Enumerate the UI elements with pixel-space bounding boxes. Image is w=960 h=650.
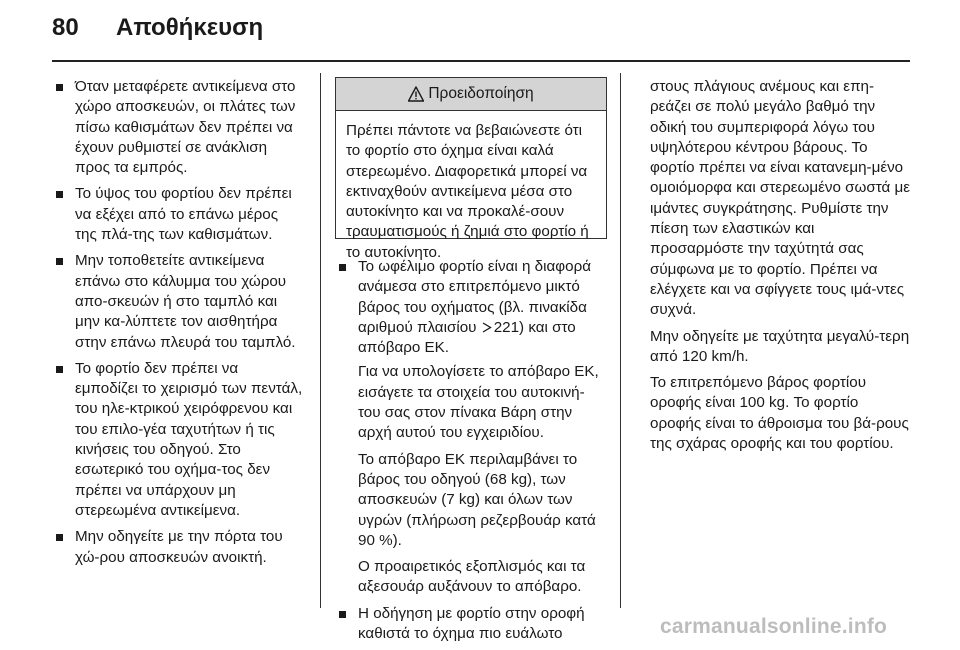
column-divider-left — [320, 73, 321, 608]
warning-text: Πρέπει πάντοτε να βεβαιώνεστε ότι το φορτίο στο όχημα είναι καλά στερεωμένο. Διαφορετικά μπορεί να εκτιναχθούν αντικείμενα μέσα στο αυτοκίνητο και να προκαλέ-σουν τραυματισμούς ή ζημιά στο φορτίο ή το αυτοκίνητο. — [346, 122, 589, 261]
column-1 — [52, 77, 304, 574]
bullet-icon — [56, 366, 63, 373]
bullet-list — [52, 77, 304, 568]
page-reference-icon — [482, 322, 492, 333]
list-item: Όταν μεταφέρετε αντικείμενα στο χώρο αποσκευών, οι πλάτες των πίσω καθισμάτων δεν πρέπει να έχουν ρυθμιστεί σε ανάκλιση προς τα εμπρός. — [52, 77, 304, 178]
column-divider-right — [620, 73, 621, 608]
list-item: Μην τοποθετείτε αντικείμενα επάνω στο κάλυμμα του χώρου απο-σκευών ή στο ταμπλό και μην κα-λύπτετε τον αισθητήρα στην επάνω πλευρά του ταμπλό. — [52, 251, 304, 352]
column-2 — [335, 257, 607, 650]
sub-paragraph: Για να υπολογίσετε το απόβαρο ΕΚ, εισάγετε τα στοιχεία του αυτοκινή-του σας στον πίνακα Βάρη στην αρχή αυτού του εγχειριδίου. — [358, 363, 599, 442]
bullet-icon — [56, 258, 63, 265]
page-header — [0, 0, 960, 60]
bullet-list — [335, 257, 607, 644]
list-item: Το ύψος του φορτίου δεν πρέπει να εξέχει από το επάνω μέρος της πλά-της των καθισμάτων. — [52, 184, 304, 245]
sub-paragraph: Το απόβαρο ΕΚ περιλαμβάνει το βάρος του οδηγού (68 kg), των αποσκευών (7 kg) και όλων των υγρών (πλήρωση ρεζερβουάρ κατά 90 %). — [358, 450, 596, 549]
paragraph: Μην οδηγείτε με ταχύτητα μεγαλύ-τερη από 120 km/h. — [650, 327, 910, 365]
warning-box — [335, 77, 607, 261]
paragraph: στους πλάγιους ανέμους και επη-ρεάζει σε πολύ μεγάλο βαθμό την οδική του συμπεριφορά λόγω του υψηλότερου κέντρου βάρους. Το φορτίο πρέπει να είναι κατανεμη-μένο ομοιόμορφα και στερεωμένο σωστά με ιμάντες συγκράτησης. Ρυθμίστε την πίεση των ελαστικών και προσαρμόστε την ταχύτητά σας σύμφωνα με το φορτίο. Πρέπει να ελέγχετε και να σφίγγετε τους ιμά-ντες συχνά. — [650, 78, 911, 319]
page-reference: 221) και στο απόβαρο ΕΚ. — [358, 318, 576, 357]
paragraph: Το επιτρεπόμενο βάρος φορτίου οροφής είναι 100 kg. Το φορτίο οροφής είναι το άθροισμα του βά-ρους της σχάρας οροφής και του φορτίου. — [650, 374, 909, 453]
list-item — [335, 257, 607, 598]
list-item: Η οδήγηση με φορτίο στην οροφή καθιστά το όχημα πιο ευάλωτο — [335, 604, 607, 645]
column-3 — [650, 77, 912, 460]
bullet-icon — [56, 191, 63, 198]
sub-paragraph: Ο προαιρετικός εξοπλισμός και τα αξεσουάρ αυξάνουν το απόβαρο. — [358, 558, 586, 596]
list-item: Μην οδηγείτε με την πόρτα του χώ-ρου αποσκευών ανοικτή. — [52, 527, 304, 568]
page-title: Αποθήκευση — [116, 14, 264, 41]
watermark: carmanualsonline.info — [660, 615, 888, 638]
list-item: Το φορτίο δεν πρέπει να εμποδίζει το χειρισμό των πεντάλ, του ηλε-κτρικού χειρόφρενου και του επιλο-γέα ταχυτήτων ή τις κινήσεις του οδηγού. Στο εσωτερικό του οχήμα-τος δεν πρέπει να υπάρχουν μη στερεωμένα αντικείμενα. — [52, 359, 304, 521]
header-rule — [52, 60, 910, 62]
bullet-icon — [56, 534, 63, 541]
warning-header — [336, 78, 606, 111]
warning-title: Προειδοποίηση — [428, 85, 534, 102]
bullet-icon — [56, 84, 63, 91]
item-text: Το ωφέλιμο φορτίο είναι η διαφορά ανάμεσα στο επιτρεπόμενο μικτό βάρος του οχήματος (βλ. πινακίδα αριθμού πλαισίου — [358, 258, 591, 336]
page-number: 80 — [52, 14, 79, 41]
bullet-icon — [339, 611, 346, 618]
warning-triangle-icon — [408, 86, 424, 102]
bullet-icon — [339, 264, 346, 271]
